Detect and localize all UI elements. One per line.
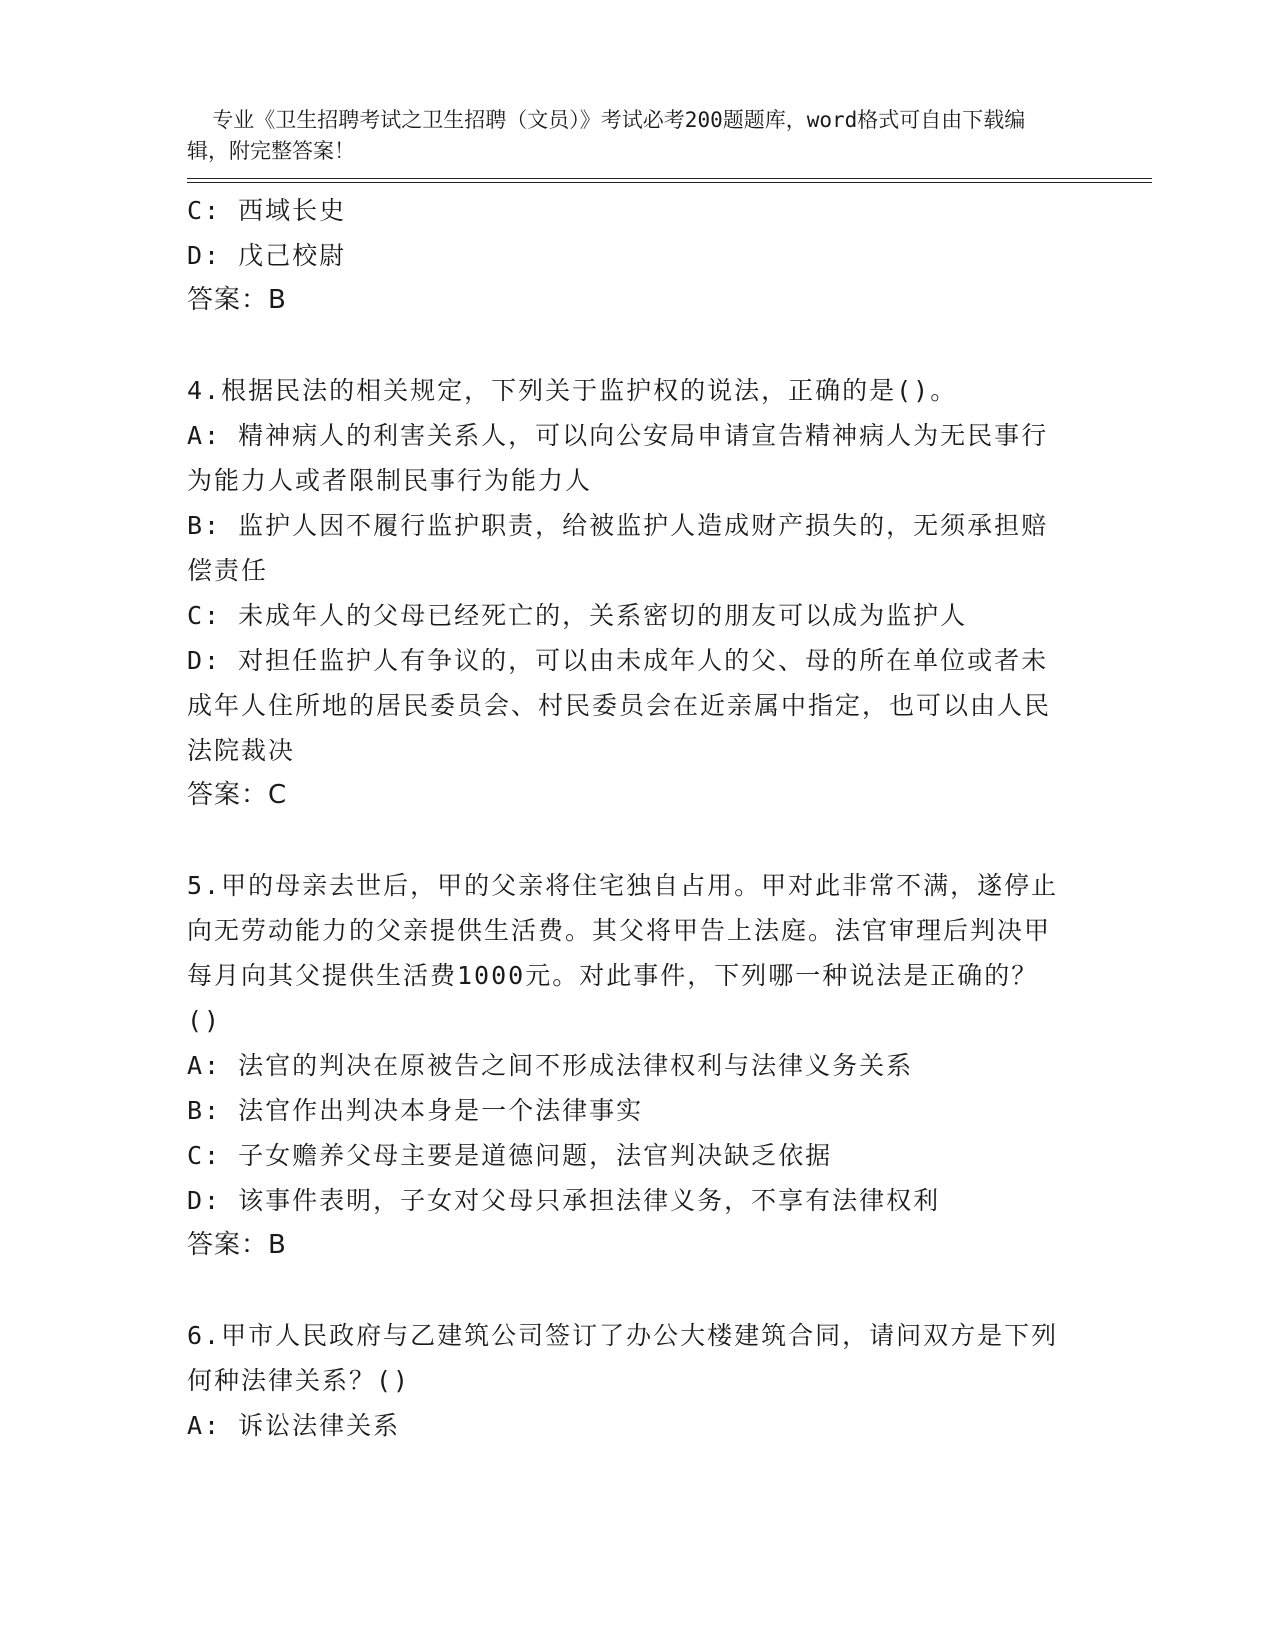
carryover-options [187, 188, 1067, 323]
option-b: B: 法官作出判决本身是一个法律事实 [187, 1096, 644, 1125]
question-stem: 5.甲的母亲去世后，甲的父亲将住宅独自占用。甲对此非常不满，遂停止向无劳动能力的父亲提供生活费。其父将甲告上法庭。法官审理后判决甲每月向其父提供生活费1000元。对此事件，下列哪一种说法是正确的？() [187, 871, 1059, 1035]
option-a: A: 法官的判决在原被告之间不形成法律权利与法律义务关系 [187, 1051, 914, 1080]
option-b: B: 监护人因不履行监护职责，给被监护人造成财产损失的，无须承担赔偿责任 [187, 511, 1049, 585]
question-stem: 6.甲市人民政府与乙建筑公司签订了办公大楼建筑合同，请问双方是下列何种法律关系？() [187, 1321, 1059, 1395]
question-5 [187, 863, 1067, 1268]
question-4 [187, 368, 1067, 818]
page-header [187, 74, 1067, 167]
document-body [187, 188, 1067, 1448]
option-d: D: 对担任监护人有争议的，可以由未成年人的父、母的所在单位或者未成年人住所地的居民委员会、村民委员会在近亲属中指定，也可以由人民法院裁决 [187, 646, 1052, 765]
option-d: D: 戊己校尉 [187, 241, 347, 270]
header-divider [187, 178, 1152, 183]
option-a: A: 精神病人的利害关系人，可以向公安局申请宣告精神病人为无民事行为能力人或者限制民事行为能力人 [187, 421, 1049, 495]
option-a: A: 诉讼法律关系 [187, 1411, 401, 1440]
option-d: D: 该事件表明，子女对父母只承担法律义务，不享有法律权利 [187, 1186, 941, 1215]
option-c: C: 西域长史 [187, 196, 347, 225]
answer-line: 答案：B [187, 1230, 287, 1260]
question-6 [187, 1313, 1067, 1448]
header-text: 专业《卫生招聘考试之卫生招聘（文员）》考试必考200题题库，word格式可自由下载编辑，附完整答案！ [187, 108, 1026, 163]
answer-line: 答案：C [187, 780, 288, 810]
spacer [187, 1268, 1067, 1313]
answer-line: 答案：B [187, 285, 287, 315]
option-c: C: 子女赡养父母主要是道德问题，法官判决缺乏依据 [187, 1141, 833, 1170]
option-c: C: 未成年人的父母已经死亡的，关系密切的朋友可以成为监护人 [187, 601, 968, 630]
question-stem: 4.根据民法的相关规定，下列关于监护权的说法，正确的是()。 [187, 376, 958, 405]
spacer [187, 818, 1067, 863]
spacer [187, 323, 1067, 368]
